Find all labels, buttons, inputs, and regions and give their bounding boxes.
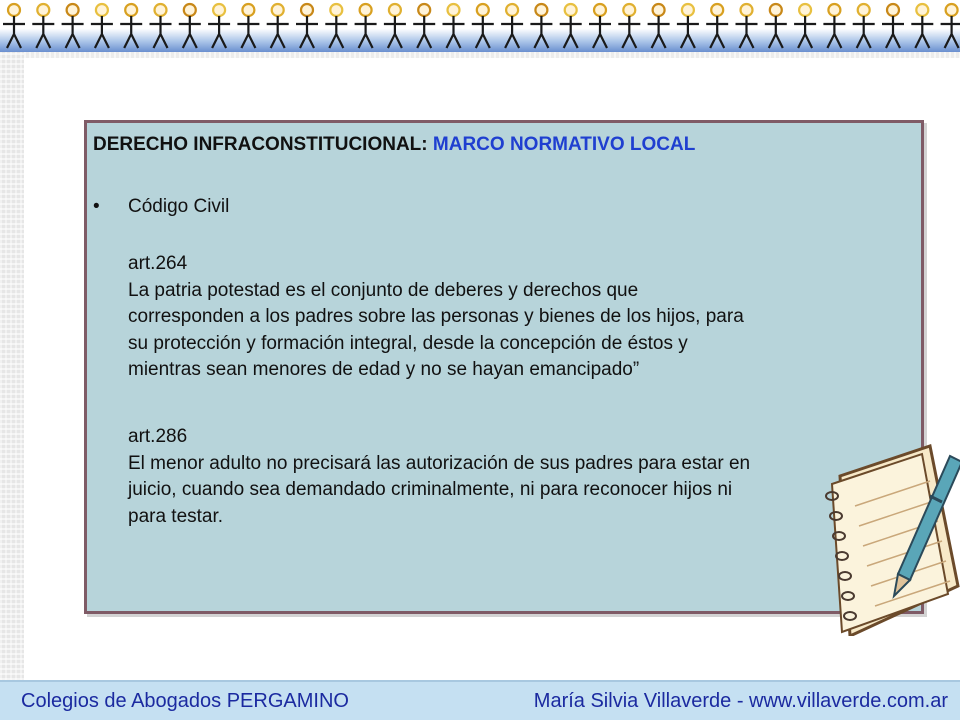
article-line: su protección y formación integral, desde la concepción de éstos y [128, 332, 688, 354]
slide-title-black: DERECHO INFRACONSTITUCIONAL: [93, 134, 433, 155]
notebook-icon [826, 446, 958, 636]
article-286 [128, 424, 750, 530]
article-line: para testar. [128, 505, 224, 527]
footer-bar [0, 680, 960, 720]
bullet-item [93, 196, 230, 218]
article-number: art.286 [128, 426, 188, 447]
notebook-and-pen-icon [780, 436, 960, 636]
article-264 [128, 251, 744, 384]
article-number: art.264 [128, 253, 188, 274]
footer-author-website: María Silvia Villaverde - www.villaverde.com.ar [533, 690, 948, 712]
slide-title [93, 134, 695, 156]
bullet-label: Código Civil [128, 196, 230, 217]
left-decorative-strip [0, 52, 24, 680]
article-line: mientras sean menores de edad y no se hayan emancipado” [128, 359, 640, 380]
footer-college: Colegios de Abogados PERGAMINO [21, 690, 349, 712]
bullet-symbol: • [93, 196, 100, 217]
article-line: corresponden a los padres sobre las personas y bienes de los hijos, para [128, 306, 744, 327]
article-line: La patria potestad es el conjunto de deberes y derechos que [128, 279, 639, 301]
article-line: El menor adulto no precisará las autorización de sus padres para estar en [128, 452, 751, 474]
top-decorative-strip [24, 52, 960, 58]
slide-title-blue: MARCO NORMATIVO LOCAL [432, 134, 696, 155]
top-banner [0, 0, 960, 52]
stick-figures-children-icon [0, 0, 960, 52]
article-line: juicio, cuando sea demandado criminalmente, ni para reconocer hijos ni [128, 479, 733, 500]
